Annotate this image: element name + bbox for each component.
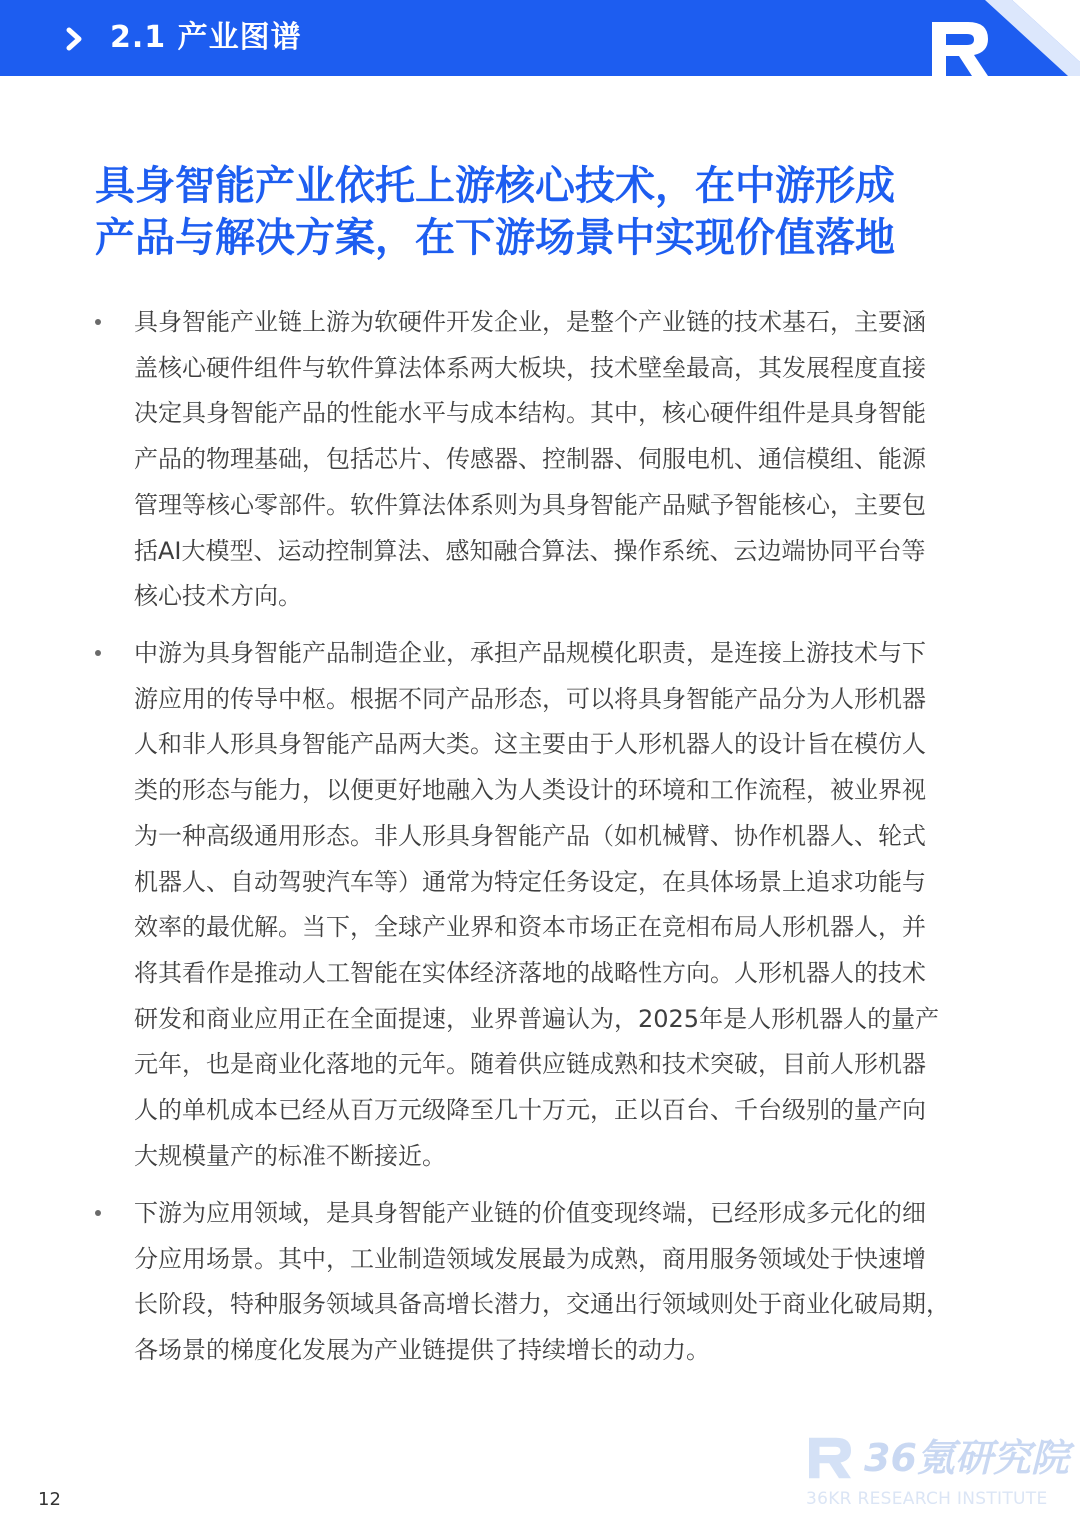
bullet-dot-icon	[95, 1210, 101, 1216]
bullet-paragraph	[134, 300, 994, 620]
bullet-paragraph	[134, 1191, 994, 1374]
watermark-name-cn: 36氪研究院	[864, 1436, 1069, 1480]
text-line: 效率的最优解。当下，全球产业界和资本市场正在竞相布局人形机器人，并	[134, 913, 926, 942]
watermark-name-en: 36KR RESEARCH INSTITUTE	[806, 1489, 1048, 1509]
bullet-paragraph	[134, 631, 994, 1179]
text-line: 产品的物理基础，包括芯片、传感器、控制器、伺服电机、通信模组、能源	[134, 445, 926, 474]
section-header-bar	[0, 0, 1080, 76]
text-line: 游应用的传导中枢。根据不同产品形态，可以将具身智能产品分为人形机器	[134, 684, 926, 713]
36kr-r-logo-icon	[806, 1436, 854, 1480]
section-title: 2.1 产业图谱	[110, 20, 302, 55]
text-line: 人的单机成本已经从百万元级降至几十万元，正以百台、千台级别的量产向	[134, 1096, 926, 1125]
bullet-dot-icon	[95, 319, 101, 325]
text-line: 元年，也是商业化落地的元年。随着供应链成熟和技术突破，目前人形机器	[134, 1050, 926, 1079]
heading-line: 具身智能产业依托上游核心技术，在中游形成	[95, 163, 895, 209]
text-line: 决定具身智能产品的性能水平与成本结构。其中，核心硬件组件是具身智能	[134, 399, 926, 428]
page-heading	[95, 160, 995, 264]
text-line: 研发和商业应用正在全面提速，业界普遍认为，2025年是人形机器人的量产	[134, 1004, 940, 1033]
text-line: 将其看作是推动人工智能在实体经济落地的战略性方向。人形机器人的技术	[134, 958, 926, 987]
text-line: 长阶段，特种服务领域具备高增长潜力，交通出行领域则处于商业化破局期，	[134, 1290, 950, 1319]
chevron-right-icon	[62, 26, 88, 52]
text-line: 管理等核心零部件。软件算法体系则为具身智能产品赋予智能核心，主要包	[134, 490, 926, 519]
text-line: 各场景的梯度化发展为产业链提供了持续增长的动力。	[134, 1336, 710, 1365]
page-number: 12	[38, 1489, 61, 1510]
text-line: 核心技术方向。	[134, 582, 302, 611]
heading-line: 产品与解决方案，在下游场景中实现价值落地	[95, 215, 895, 261]
text-line: 分应用场景。其中，工业制造领域发展最为成熟，商用服务领域处于快速增	[134, 1244, 926, 1273]
text-line: 盖核心硬件组件与软件算法体系两大板块，技术壁垒最高，其发展程度直接	[134, 353, 926, 382]
text-line: 人和非人形具身智能产品两大类。这主要由于人形机器人的设计旨在模仿人	[134, 730, 926, 759]
text-line: 括AI大模型、运动控制算法、感知融合算法、操作系统、云边端协同平台等	[134, 536, 926, 565]
text-line: 具身智能产业链上游为软硬件开发企业，是整个产业链的技术基石，主要涵	[134, 308, 926, 336]
36kr-r-logo-icon	[928, 22, 992, 76]
text-line: 下游为应用领域，是具身智能产业链的价值变现终端，已经形成多元化的细	[134, 1199, 926, 1227]
text-line: 机器人、自动驾驶汽车等）通常为特定任务设定，在具体场景上追求功能与	[134, 867, 926, 896]
text-line: 为一种高级通用形态。非人形具身智能产品（如机械臂、协作机器人、轮式	[134, 821, 926, 850]
text-line: 类的形态与能力，以便更好地融入为人类设计的环境和工作流程，被业界视	[134, 776, 926, 805]
text-line: 大规模量产的标准不断接近。	[134, 1141, 446, 1170]
text-line: 中游为具身智能产品制造企业，承担产品规模化职责，是连接上游技术与下	[134, 639, 926, 667]
bullet-dot-icon	[95, 650, 101, 656]
